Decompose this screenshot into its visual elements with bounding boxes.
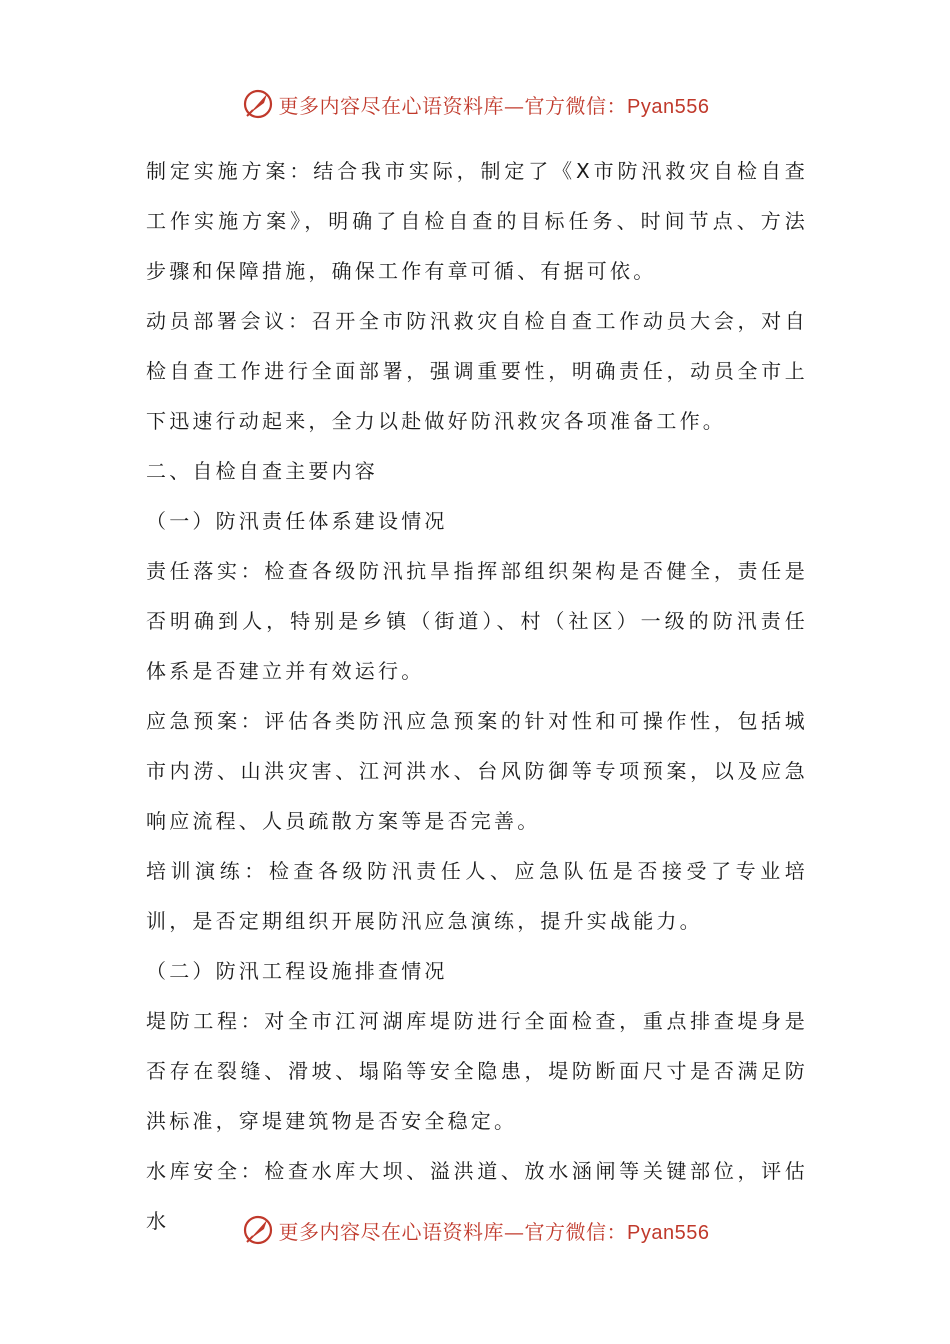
watermark-wechat-label: 官方微信： <box>524 93 628 118</box>
watermark-separator: — <box>504 1219 525 1244</box>
watermark-text <box>279 1216 710 1245</box>
quill-pen-logo-icon <box>241 87 275 121</box>
footer-watermark-banner <box>0 1208 950 1252</box>
paragraph-training-drills: 培训演练：检查各级防汛责任人、应急队伍是否接受了专业培训，是否定期组织开展防汛应急演练，提升实战能力。 <box>146 859 808 933</box>
watermark-wechat-label: 官方微信： <box>524 1219 628 1244</box>
quill-pen-logo-icon <box>241 1213 275 1247</box>
header-watermark-banner <box>0 82 950 126</box>
watermark-site-name: 更多内容尽在心语资料库 <box>278 1219 505 1244</box>
paragraph-implementation-plan: 制定实施方案：结合我市实际，制定了《X市防汛救灾自检自查工作实施方案》，明确了自检自查的目标任务、时间节点、方法步骤和保障措施，确保工作有章可循、有据可依。 <box>146 159 808 283</box>
watermark-wechat-id: Pyan556 <box>627 1221 710 1244</box>
subsection-heading-responsibility-system: （一）防汛责任体系建设情况 <box>146 509 448 533</box>
section-heading-main-content: 二、自检自查主要内容 <box>146 459 378 483</box>
document-body <box>146 146 808 1246</box>
watermark-wechat-id: Pyan556 <box>627 95 710 118</box>
paragraph-reservoir-safety: 水库安全：检查水库大坝、溢洪道、放水涵闸等关键部位，评估水 <box>146 1159 808 1233</box>
paragraph-mobilization-meeting: 动员部署会议：召开全市防汛救灾自检自查工作动员大会，对自检自查工作进行全面部署，强调重要性，明确责任，动员全市上下迅速行动起来，全力以赴做好防汛救灾各项准备工作。 <box>146 309 808 433</box>
watermark-text <box>279 90 710 119</box>
paragraph-responsibility: 责任落实：检查各级防汛抗旱指挥部组织架构是否健全，责任是否明确到人，特别是乡镇（街道）、村（社区）一级的防汛责任体系是否建立并有效运行。 <box>146 559 808 683</box>
paragraph-emergency-plan: 应急预案：评估各类防汛应急预案的针对性和可操作性，包括城市内涝、山洪灾害、江河洪水、台风防御等专项预案，以及应急响应流程、人员疏散方案等是否完善。 <box>146 709 808 833</box>
watermark-site-name: 更多内容尽在心语资料库 <box>278 93 505 118</box>
paragraph-embankment: 堤防工程：对全市江河湖库堤防进行全面检查，重点排查堤身是否存在裂缝、滑坡、塌陷等安全隐患，堤防断面尺寸是否满足防洪标准，穿堤建筑物是否安全稳定。 <box>146 1009 808 1133</box>
watermark-separator: — <box>504 93 525 118</box>
subsection-heading-engineering-facilities: （二）防汛工程设施排查情况 <box>146 959 448 983</box>
